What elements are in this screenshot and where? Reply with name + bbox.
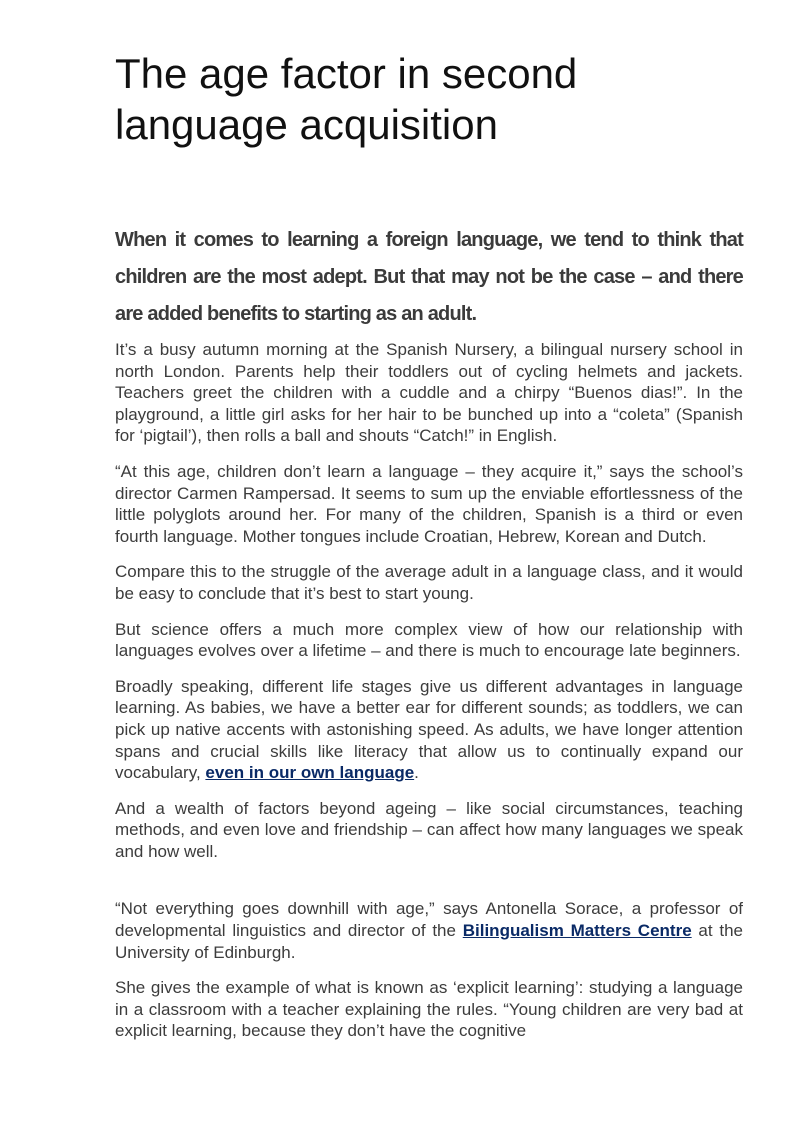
paragraph-7	[115, 898, 743, 963]
article-title: The age factor in second language acquisition	[115, 50, 578, 148]
paragraph-5-text: Broadly speaking, different life stages give us different advantages in language learning. As babies, we have a better ear for different sounds; as toddlers, we can pick up native accents with astonishing speed. As adults, we have longer attention spans and crucial skills like literacy that allow us to continually expand our vocabulary,	[115, 676, 743, 783]
paragraph-2: “At this age, children don’t learn a language – they acquire it,” says the school’s director Carmen Rampersad. It seems to sum up the enviable effortlessness of the little polyglots around her. For many of the children, Spanish is a third or even fourth language. Mother tongues include Croatian, Hebrew, Korean and Dutch.	[115, 461, 743, 546]
paragraph-3: Compare this to the struggle of the average adult in a language class, and it would be easy to conclude that it’s best to start young.	[115, 562, 743, 603]
link-even-in-our-own-language[interactable]: even in our own language	[205, 763, 415, 783]
document-page	[115, 48, 743, 1056]
paragraph-6: And a wealth of factors beyond ageing – like social circumstances, teaching methods, and even love and friendship – can affect how many languages we speak and how well.	[115, 798, 743, 861]
paragraph-7-text: “Not everything goes downhill with age,” says Antonella Sorace, a professor of developmental linguistics and director of the	[115, 899, 743, 941]
paragraph-8: She gives the example of what is known as ‘explicit learning’: studying a language in a classroom with a teacher explaining the rules. “Young children are very bad at explicit learning, because they don’t have the cognitive	[115, 978, 743, 1041]
paragraph-5-end: .	[414, 763, 419, 783]
article-lede: When it comes to learning a foreign language, we tend to think that children are the most adept. But that may not be the case – and there are added benefits to starting as an adult.	[115, 229, 743, 325]
paragraph-4: But science offers a much more complex view of how our relationship with languages evolves over a lifetime – and there is much to encourage late beginners.	[115, 619, 743, 661]
paragraph-7-end: at the University of Edinburgh.	[115, 921, 744, 962]
link-bilingualism-matters-centre[interactable]: Bilingualism Matters Centre	[462, 921, 692, 941]
paragraph-5	[115, 676, 743, 784]
paragraph-1: It’s a busy autumn morning at the Spanish Nursery, a bilingual nursery school in north London. Parents help their toddlers out of cycling helmets and jackets. Teachers greet the children with a cuddle and a chirpy “Buenos dias!”. In the playground, a little girl asks for her hair to be bunched up into a “coleta” (Spanish for ‘pigtail’), then rolls a ball and shouts “Catch!” in English.	[115, 340, 743, 446]
